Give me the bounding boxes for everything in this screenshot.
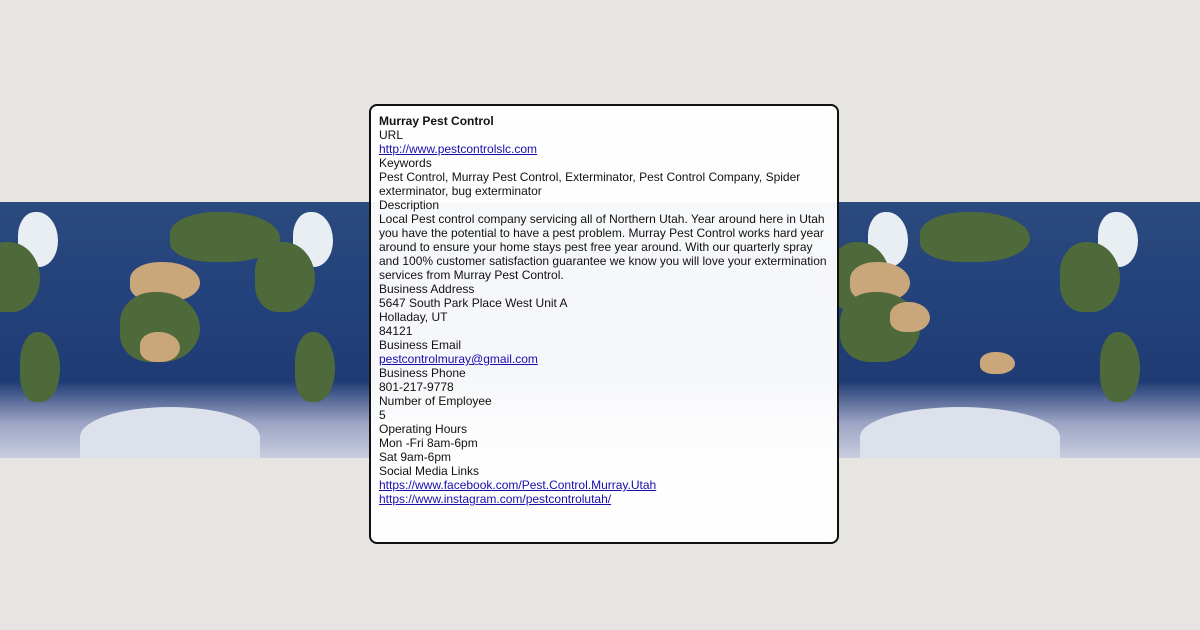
hours-weekday: Mon -Fri 8am-6pm (379, 436, 478, 450)
business-info-card (369, 104, 839, 544)
url-label: URL (379, 128, 404, 142)
social-label: Social Media Links (379, 464, 480, 478)
employees-count: 5 (379, 408, 386, 422)
map-tile (1060, 202, 1200, 458)
hours-label: Operating Hours (379, 422, 468, 436)
email-label: Business Email (379, 338, 462, 352)
address-label: Business Address (379, 282, 475, 296)
instagram-link[interactable]: https://www.instagram.com/pestcontrolutah/ (379, 492, 612, 506)
map-tile (0, 202, 280, 458)
employees-label: Number of Employee (379, 394, 492, 408)
facebook-link[interactable]: https://www.facebook.com/Pest.Control.Murray.Utah (379, 478, 657, 492)
email-link[interactable]: pestcontrolmuray@gmail.com (379, 352, 538, 366)
address-zip: 84121 (379, 324, 413, 338)
description-text: Local Pest control company servicing all of Northern Utah. Year around here in Utah you have the potential to have a pest problem. Murray Pest Control works hard year around to ensure your home stays pest free year around. With our quarterly spray and 100% customer satisfaction guarantee we know you will love your extermination services from Murray Pest Control. (379, 212, 827, 282)
hours-saturday: Sat 9am-6pm (379, 450, 452, 464)
address-line2: Holladay, UT (379, 310, 448, 324)
keywords-label: Keywords (379, 156, 432, 170)
website-link[interactable]: http://www.pestcontrolslc.com (379, 142, 538, 156)
description-label: Description (379, 198, 440, 212)
address-line1: 5647 South Park Place West Unit A (379, 296, 568, 310)
phone-label: Business Phone (379, 366, 466, 380)
keywords-text: Pest Control, Murray Pest Control, Exterminator, Pest Control Company, Spider exterminator, bug exterminator (379, 170, 801, 198)
phone-number: 801-217-9778 (379, 380, 454, 394)
business-name: Murray Pest Control (379, 114, 494, 128)
